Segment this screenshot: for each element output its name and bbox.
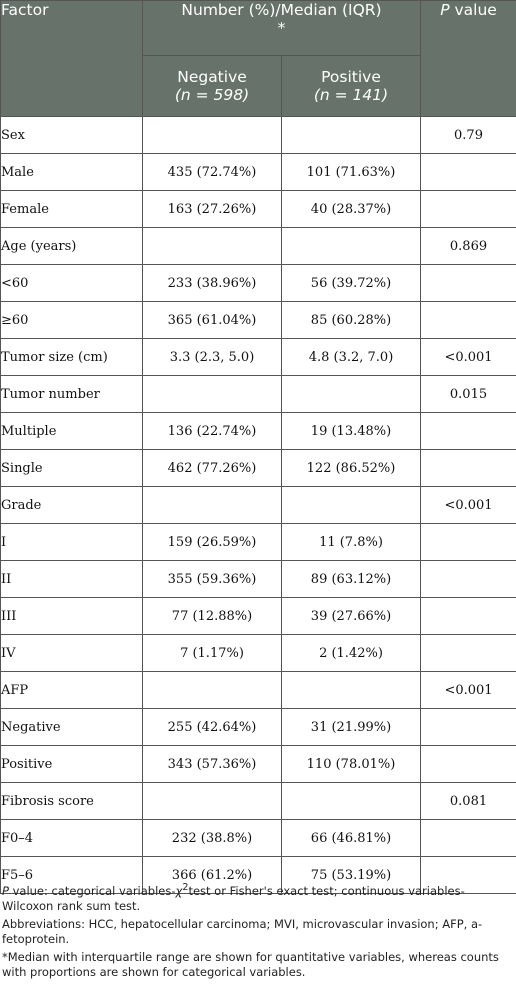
row-negative bbox=[143, 117, 282, 154]
row-factor: Negative bbox=[1, 709, 143, 746]
row-p-value: <0.001 bbox=[421, 672, 516, 709]
row-p-value bbox=[421, 265, 516, 302]
footnote: *Median with interquartile range are shown for quantitative variables, whereas counts with proportions are shown for categorical variables. bbox=[2, 949, 499, 979]
row-positive: 39 (27.66%) bbox=[282, 598, 421, 635]
row-positive: 4.8 (3.2, 7.0) bbox=[282, 339, 421, 376]
header-negative: Negative (n = 598) bbox=[143, 56, 282, 117]
row-factor: I bbox=[1, 524, 143, 561]
table-row bbox=[1, 524, 516, 561]
row-negative bbox=[143, 228, 282, 265]
row-p-value: 0.015 bbox=[421, 376, 516, 413]
row-p-value bbox=[421, 450, 516, 487]
row-negative: 7 (1.17%) bbox=[143, 635, 282, 672]
table-row bbox=[1, 265, 516, 302]
header-group: Number (%)/Median (IQR) * bbox=[143, 1, 421, 56]
row-factor: II bbox=[1, 561, 143, 598]
header-positive: Positive (n = 141) bbox=[282, 56, 421, 117]
row-factor: Single bbox=[1, 450, 143, 487]
row-negative: 163 (27.26%) bbox=[143, 191, 282, 228]
row-negative: 159 (26.59%) bbox=[143, 524, 282, 561]
table-row bbox=[1, 820, 516, 857]
table-notes bbox=[2, 880, 514, 983]
table-row bbox=[1, 487, 516, 524]
table-row bbox=[1, 413, 516, 450]
row-negative: 3.3 (2.3, 5.0) bbox=[143, 339, 282, 376]
row-factor: Tumor size (cm) bbox=[1, 339, 143, 376]
row-positive: 19 (13.48%) bbox=[282, 413, 421, 450]
table-row bbox=[1, 450, 516, 487]
row-factor: AFP bbox=[1, 672, 143, 709]
table-row bbox=[1, 376, 516, 413]
row-factor: Grade bbox=[1, 487, 143, 524]
row-p-value bbox=[421, 154, 516, 191]
row-negative bbox=[143, 672, 282, 709]
row-negative: 365 (61.04%) bbox=[143, 302, 282, 339]
row-p-value: <0.001 bbox=[421, 339, 516, 376]
row-p-value bbox=[421, 191, 516, 228]
table-row bbox=[1, 191, 516, 228]
table-row bbox=[1, 561, 516, 598]
row-negative: 343 (57.36%) bbox=[143, 746, 282, 783]
table-row bbox=[1, 339, 516, 376]
row-negative: 366 (61.2%) bbox=[143, 857, 282, 894]
row-positive: 85 (60.28%) bbox=[282, 302, 421, 339]
row-positive: 31 (21.99%) bbox=[282, 709, 421, 746]
row-negative: 462 (77.26%) bbox=[143, 450, 282, 487]
row-p-value bbox=[421, 746, 516, 783]
row-p-value bbox=[421, 709, 516, 746]
row-p-value bbox=[421, 524, 516, 561]
header-factor: Factor bbox=[1, 1, 143, 117]
row-negative: 435 (72.74%) bbox=[143, 154, 282, 191]
table-row bbox=[1, 746, 516, 783]
header-p-value: P value bbox=[421, 1, 516, 117]
row-p-value: 0.081 bbox=[421, 783, 516, 820]
row-positive bbox=[282, 672, 421, 709]
row-p-value bbox=[421, 635, 516, 672]
row-factor: Multiple bbox=[1, 413, 143, 450]
table-row bbox=[1, 154, 516, 191]
row-positive bbox=[282, 487, 421, 524]
row-factor: Male bbox=[1, 154, 143, 191]
table-row bbox=[1, 783, 516, 820]
row-negative bbox=[143, 487, 282, 524]
row-positive: 40 (28.37%) bbox=[282, 191, 421, 228]
abbreviations-note: Abbreviations: HCC, hepatocellular carcinoma; MVI, microvascular invasion; AFP, a-fetoprotein. bbox=[2, 916, 483, 946]
row-factor: ≥60 bbox=[1, 302, 143, 339]
row-factor: Positive bbox=[1, 746, 143, 783]
row-negative: 77 (12.88%) bbox=[143, 598, 282, 635]
row-factor: <60 bbox=[1, 265, 143, 302]
row-negative bbox=[143, 783, 282, 820]
row-positive bbox=[282, 376, 421, 413]
row-positive: 101 (71.63%) bbox=[282, 154, 421, 191]
row-positive: 2 (1.42%) bbox=[282, 635, 421, 672]
row-p-value bbox=[421, 598, 516, 635]
table-row bbox=[1, 672, 516, 709]
row-positive: 66 (46.81%) bbox=[282, 820, 421, 857]
table-row bbox=[1, 302, 516, 339]
row-factor: Fibrosis score bbox=[1, 783, 143, 820]
row-factor: F5–6 bbox=[1, 857, 143, 894]
row-factor: III bbox=[1, 598, 143, 635]
table-row bbox=[1, 228, 516, 265]
row-positive bbox=[282, 228, 421, 265]
row-positive: 11 (7.8%) bbox=[282, 524, 421, 561]
row-positive: 89 (63.12%) bbox=[282, 561, 421, 598]
row-factor: Age (years) bbox=[1, 228, 143, 265]
row-positive: 110 (78.01%) bbox=[282, 746, 421, 783]
table-row bbox=[1, 598, 516, 635]
table-row bbox=[1, 117, 516, 154]
row-positive bbox=[282, 783, 421, 820]
row-p-value bbox=[421, 561, 516, 598]
row-negative: 136 (22.74%) bbox=[143, 413, 282, 450]
table-row bbox=[1, 635, 516, 672]
row-negative: 255 (42.64%) bbox=[143, 709, 282, 746]
row-positive bbox=[282, 117, 421, 154]
row-factor: Sex bbox=[1, 117, 143, 154]
row-factor: Tumor number bbox=[1, 376, 143, 413]
row-p-value bbox=[421, 413, 516, 450]
p-value-note: P value: categorical variables-$\chi^2test$ or Fisher's exact test; continuous variables-Wilcoxon rank sum test. bbox=[2, 882, 465, 913]
row-p-value bbox=[421, 820, 516, 857]
row-p-value: 0.869 bbox=[421, 228, 516, 265]
row-positive: 56 (39.72%) bbox=[282, 265, 421, 302]
row-factor: Female bbox=[1, 191, 143, 228]
row-negative: 232 (38.8%) bbox=[143, 820, 282, 857]
row-factor: IV bbox=[1, 635, 143, 672]
table-row bbox=[1, 709, 516, 746]
row-positive: 122 (86.52%) bbox=[282, 450, 421, 487]
row-p-value bbox=[421, 302, 516, 339]
row-negative bbox=[143, 376, 282, 413]
row-factor: F0–4 bbox=[1, 820, 143, 857]
row-p-value: 0.79 bbox=[421, 117, 516, 154]
row-p-value: <0.001 bbox=[421, 487, 516, 524]
row-negative: 233 (38.96%) bbox=[143, 265, 282, 302]
row-positive: 75 (53.19%) bbox=[282, 857, 421, 894]
row-negative: 355 (59.36%) bbox=[143, 561, 282, 598]
